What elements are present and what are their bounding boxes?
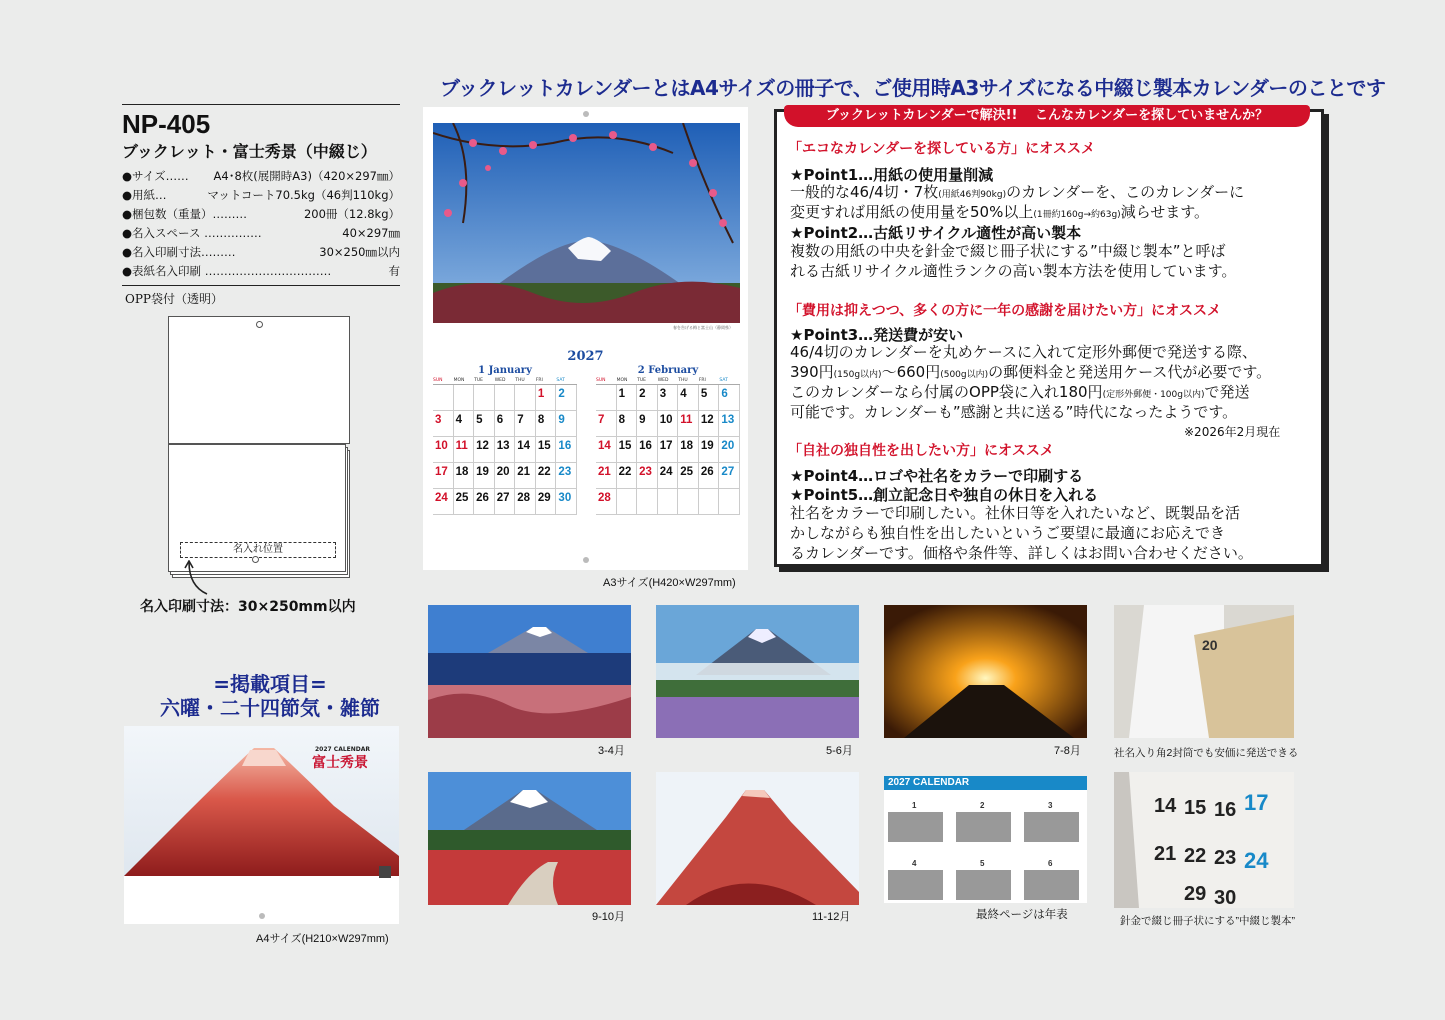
svg-text:5: 5 bbox=[980, 859, 985, 868]
point2-title: ★Point2…古紙リサイクル適性が高い製本 bbox=[790, 224, 1082, 242]
day-cell: 16 bbox=[637, 437, 658, 463]
a3-caption: A3サイズ(H420×W297mm) bbox=[603, 577, 736, 589]
panel-header: ブックレットカレンダーで解決!! こんなカレンダーを探していませんか？ bbox=[784, 105, 1310, 127]
point4-title: ★Point4…ロゴや社名をカラーで印刷する bbox=[790, 467, 1084, 485]
day-cell: 12 bbox=[474, 437, 495, 463]
day-cell: 11 bbox=[454, 437, 475, 463]
weekday-label: TUE bbox=[637, 378, 647, 383]
day-cell: 20 bbox=[495, 463, 516, 489]
svg-text:6: 6 bbox=[1048, 859, 1053, 868]
svg-text:17: 17 bbox=[1244, 790, 1269, 815]
point5-text: るカレンダーです。価格や条件等、詳しくはお問い合わせください。 bbox=[790, 544, 1253, 562]
spec-row bbox=[122, 224, 400, 243]
day-cell: 14 bbox=[596, 437, 617, 463]
point5-text: 社名をカラーで印刷したい。社休日等を入れたいなど、既製品を活 bbox=[790, 504, 1241, 522]
point3-text: このカレンダーなら付属のOPP袋に入れ180円(定形外郵便・100g以内)で発送 bbox=[790, 383, 1250, 401]
day-cell: 13 bbox=[719, 411, 740, 437]
spec-row bbox=[122, 186, 400, 205]
spec-value: マットコート70.5kg（46判110kg） bbox=[207, 188, 400, 202]
caption-stitch: 針金で綴じ冊子状にする”中綴じ製本” bbox=[1120, 915, 1295, 927]
caption-sep-oct: 9-10月 bbox=[592, 911, 626, 923]
day-cell: 20 bbox=[719, 437, 740, 463]
spec-label: ●用紙… bbox=[122, 188, 167, 202]
spec-value: A4･8枚(展開時A3)（420×297㎜） bbox=[213, 169, 400, 183]
day-cell: 16 bbox=[556, 437, 577, 463]
arrow-icon bbox=[183, 560, 213, 600]
spec-label: ●サイズ…… bbox=[122, 169, 189, 183]
spec-list bbox=[122, 167, 400, 281]
day-cell: 30 bbox=[556, 489, 577, 515]
day-cell: 25 bbox=[454, 489, 475, 515]
photo-sep-oct bbox=[428, 772, 631, 905]
caption-envelope: 社名入り角2封筒でも安価に発送できる bbox=[1114, 747, 1299, 759]
svg-text:15: 15 bbox=[1184, 797, 1207, 819]
spec-row bbox=[122, 167, 400, 186]
spec-value: 200冊（12.8kg） bbox=[303, 207, 400, 221]
day-cell: 11 bbox=[678, 411, 699, 437]
product-spec bbox=[122, 104, 400, 286]
spec-label: ●表紙名入印刷 …………………………… bbox=[122, 264, 332, 278]
caption-nov-dec: 11-12月 bbox=[812, 911, 851, 923]
weekday-label: SUN bbox=[596, 378, 606, 383]
weekday-label: THU bbox=[515, 378, 525, 383]
day-grid bbox=[433, 385, 577, 515]
hanging-hole bbox=[256, 321, 263, 328]
cover-title: 富士秀景 bbox=[312, 755, 368, 771]
day-cell: 5 bbox=[699, 385, 720, 411]
calendar-diagram bbox=[168, 316, 358, 586]
day-cell bbox=[617, 489, 638, 515]
listed-items-title: =掲載項目= bbox=[213, 672, 327, 696]
photo-credit: 春を告げる梅と富士山（静岡県） bbox=[673, 325, 733, 330]
spec-value: 40×297㎜ bbox=[342, 226, 400, 240]
day-cell bbox=[637, 489, 658, 515]
spec-row bbox=[122, 205, 400, 224]
svg-text:24: 24 bbox=[1244, 848, 1269, 873]
hanging-hole bbox=[252, 556, 259, 563]
svg-text:20: 20 bbox=[1202, 637, 1218, 653]
day-cell: 28 bbox=[515, 489, 536, 515]
day-cell: 22 bbox=[617, 463, 638, 489]
weekday-header bbox=[596, 378, 740, 385]
day-cell: 9 bbox=[556, 411, 577, 437]
day-cell: 3 bbox=[658, 385, 679, 411]
day-cell: 19 bbox=[699, 437, 720, 463]
month-title: 1 January bbox=[478, 365, 532, 376]
day-cell: 25 bbox=[678, 463, 699, 489]
point5-text: かしながらも独自性を出したいというご要望に最適にお応えでき bbox=[790, 524, 1226, 542]
point1-text: 一般的な46/4切・7枚(用紙46判90kg)のカレンダーを、このカレンダーに bbox=[790, 183, 1245, 201]
name-position-box: 名入れ位置 bbox=[180, 542, 336, 558]
day-cell: 23 bbox=[637, 463, 658, 489]
svg-text:29: 29 bbox=[1184, 883, 1207, 905]
svg-text:1: 1 bbox=[912, 801, 917, 810]
weekday-label: MON bbox=[616, 378, 628, 383]
day-cell: 13 bbox=[495, 437, 516, 463]
photo-may-jun bbox=[656, 605, 859, 738]
point1-title: ★Point1…用紙の使用量削減 bbox=[790, 166, 994, 184]
day-cell: 24 bbox=[658, 463, 679, 489]
svg-text:3: 3 bbox=[1048, 801, 1053, 810]
calendar-year: 2027 bbox=[567, 349, 604, 364]
caption-mar-apr: 3-4月 bbox=[598, 745, 625, 757]
day-cell: 2 bbox=[637, 385, 658, 411]
day-cell: 21 bbox=[596, 463, 617, 489]
day-cell bbox=[596, 385, 617, 411]
year-table-title: 2027 CALENDAR bbox=[884, 776, 1087, 790]
day-cell: 26 bbox=[474, 489, 495, 515]
spec-label: ●名入スペース …………… bbox=[122, 226, 262, 240]
plum-fuji-photo bbox=[433, 123, 740, 323]
month-title: 2 February bbox=[637, 365, 699, 376]
weekday-label: MON bbox=[453, 378, 465, 383]
day-cell: 10 bbox=[658, 411, 679, 437]
photo-jul-aug bbox=[884, 605, 1087, 738]
point3-text: 46/4切のカレンダーを丸めケースに入れて定形外郵便で発送する際、 bbox=[790, 343, 1257, 361]
day-cell: 17 bbox=[658, 437, 679, 463]
day-cell: 26 bbox=[699, 463, 720, 489]
day-cell: 18 bbox=[454, 463, 475, 489]
year-table-page bbox=[884, 776, 1087, 903]
point2-text: れる古紙リサイクル適性ランクの高い製本方法を使用しています。 bbox=[790, 262, 1237, 280]
day-cell: 27 bbox=[495, 489, 516, 515]
model-number: NP-405 bbox=[122, 109, 211, 139]
envelope-photo bbox=[1114, 605, 1294, 738]
weekday-label: SUN bbox=[433, 378, 443, 383]
date-note: ※2026年2月現在 bbox=[1184, 425, 1281, 439]
section-unique-title: 「自社の独自性を出したい方」にオススメ bbox=[788, 443, 1054, 459]
day-cell: 3 bbox=[433, 411, 454, 437]
weekday-label: SAT bbox=[719, 378, 728, 383]
diagram-top-page bbox=[168, 316, 350, 444]
spec-value: 30×250㎜以内 bbox=[319, 245, 400, 259]
spec-label: ●名入印刷寸法……… bbox=[122, 245, 236, 259]
weekday-label: FRI bbox=[698, 378, 706, 383]
day-cell: 12 bbox=[699, 411, 720, 437]
day-cell: 1 bbox=[617, 385, 638, 411]
weekday-label: FRI bbox=[535, 378, 543, 383]
day-cell: 4 bbox=[454, 411, 475, 437]
day-cell: 5 bbox=[474, 411, 495, 437]
day-cell: 14 bbox=[515, 437, 536, 463]
section-eco-title: 「エコなカレンダーを探している方」にオススメ bbox=[788, 141, 1095, 157]
day-cell: 4 bbox=[678, 385, 699, 411]
day-cell: 10 bbox=[433, 437, 454, 463]
point5-title: ★Point5…創立記念日や独自の休日を入れる bbox=[790, 486, 1099, 504]
day-cell: 9 bbox=[637, 411, 658, 437]
day-cell bbox=[699, 489, 720, 515]
svg-text:4: 4 bbox=[912, 859, 917, 868]
weekday-label: TUE bbox=[474, 378, 484, 383]
day-cell: 17 bbox=[433, 463, 454, 489]
day-cell: 22 bbox=[536, 463, 557, 489]
weekday-label: WED bbox=[657, 378, 669, 383]
svg-text:30: 30 bbox=[1214, 887, 1237, 908]
weekday-label: THU bbox=[678, 378, 688, 383]
day-cell: 15 bbox=[617, 437, 638, 463]
svg-text:2: 2 bbox=[980, 801, 985, 810]
day-cell: 18 bbox=[678, 437, 699, 463]
day-cell: 27 bbox=[719, 463, 740, 489]
banner-headline: ブックレットカレンダーとはA4サイズの冊子で、ご使用時A3サイズになる中綴じ製本カレンダーのことです bbox=[440, 76, 1386, 100]
product-name: ブックレット・富士秀景（中綴じ） bbox=[122, 142, 377, 161]
spec-row bbox=[122, 262, 400, 281]
hanging-hole bbox=[583, 111, 589, 117]
saddle-stitch-photo bbox=[1114, 772, 1294, 908]
day-cell bbox=[433, 385, 454, 411]
spec-label: ●梱包数（重量）……… bbox=[122, 207, 248, 221]
divider bbox=[122, 285, 400, 286]
svg-text:14: 14 bbox=[1154, 795, 1177, 817]
day-cell: 23 bbox=[556, 463, 577, 489]
opp-note: OPP袋付（透明） bbox=[125, 292, 223, 306]
cover-subtitle: 2027 CALENDAR bbox=[315, 746, 371, 753]
a4-caption: A4サイズ(H210×W297mm) bbox=[256, 933, 389, 945]
svg-text:16: 16 bbox=[1214, 799, 1237, 821]
hanging-hole bbox=[583, 557, 589, 563]
point3-title: ★Point3…発送費が安い bbox=[790, 326, 964, 344]
name-print-size: 名入印刷寸法：30×250mm以内 bbox=[140, 599, 356, 615]
day-cell: 6 bbox=[495, 411, 516, 437]
mini-months bbox=[884, 790, 1087, 903]
point3-text: 390円(150g以内)～660円(500g以内)の郵便料金と発送用ケース代が必要です。 bbox=[790, 363, 1272, 381]
svg-text:22: 22 bbox=[1184, 845, 1207, 867]
day-cell bbox=[719, 489, 740, 515]
day-cell: 7 bbox=[515, 411, 536, 437]
day-cell: 19 bbox=[474, 463, 495, 489]
listed-items bbox=[150, 672, 390, 720]
day-cell: 28 bbox=[596, 489, 617, 515]
day-cell bbox=[474, 385, 495, 411]
day-cell bbox=[658, 489, 679, 515]
day-cell bbox=[495, 385, 516, 411]
day-grid bbox=[596, 385, 740, 515]
spec-value: 有 bbox=[388, 264, 400, 278]
day-cell bbox=[515, 385, 536, 411]
day-cell: 1 bbox=[536, 385, 557, 411]
divider bbox=[122, 104, 400, 105]
photo-mar-apr bbox=[428, 605, 631, 738]
listed-items-text: 六曜・二十四節気・雑節 bbox=[160, 696, 380, 720]
svg-text:23: 23 bbox=[1214, 847, 1237, 869]
day-cell: 7 bbox=[596, 411, 617, 437]
caption-last-page: 最終ページは年表 bbox=[976, 909, 1068, 921]
weekday-label: SAT bbox=[556, 378, 565, 383]
weekday-label: WED bbox=[494, 378, 506, 383]
point2-text: 複数の用紙の中央を針金で綴じ冊子状にする”中綴じ製本”と呼ば bbox=[790, 242, 1226, 260]
svg-text:21: 21 bbox=[1154, 843, 1177, 865]
day-cell bbox=[454, 385, 475, 411]
day-cell: 29 bbox=[536, 489, 557, 515]
day-cell: 6 bbox=[719, 385, 740, 411]
weekday-header bbox=[433, 378, 577, 385]
point3-text: 可能です。カレンダーも”感謝と共に送る”時代になったようです。 bbox=[790, 403, 1238, 421]
day-cell: 24 bbox=[433, 489, 454, 515]
section-cost-title: 「費用は抑えつつ、多くの方に一年の感謝を届けたい方」にオススメ bbox=[788, 303, 1222, 319]
day-cell: 8 bbox=[617, 411, 638, 437]
month-january bbox=[433, 365, 577, 515]
day-cell bbox=[678, 489, 699, 515]
day-cell: 21 bbox=[515, 463, 536, 489]
month-february bbox=[596, 365, 740, 515]
day-cell: 2 bbox=[556, 385, 577, 411]
caption-may-jun: 5-6月 bbox=[826, 745, 853, 757]
day-cell: 8 bbox=[536, 411, 557, 437]
point1-text: 変更すれば用紙の使用量を50%以上(1冊約160g→約63g)減らせます。 bbox=[790, 203, 1210, 221]
caption-jul-aug: 7-8月 bbox=[1054, 745, 1081, 757]
photo-nov-dec bbox=[656, 772, 859, 905]
day-cell: 15 bbox=[536, 437, 557, 463]
a3-calendar-page bbox=[423, 107, 748, 570]
spec-row bbox=[122, 243, 400, 262]
